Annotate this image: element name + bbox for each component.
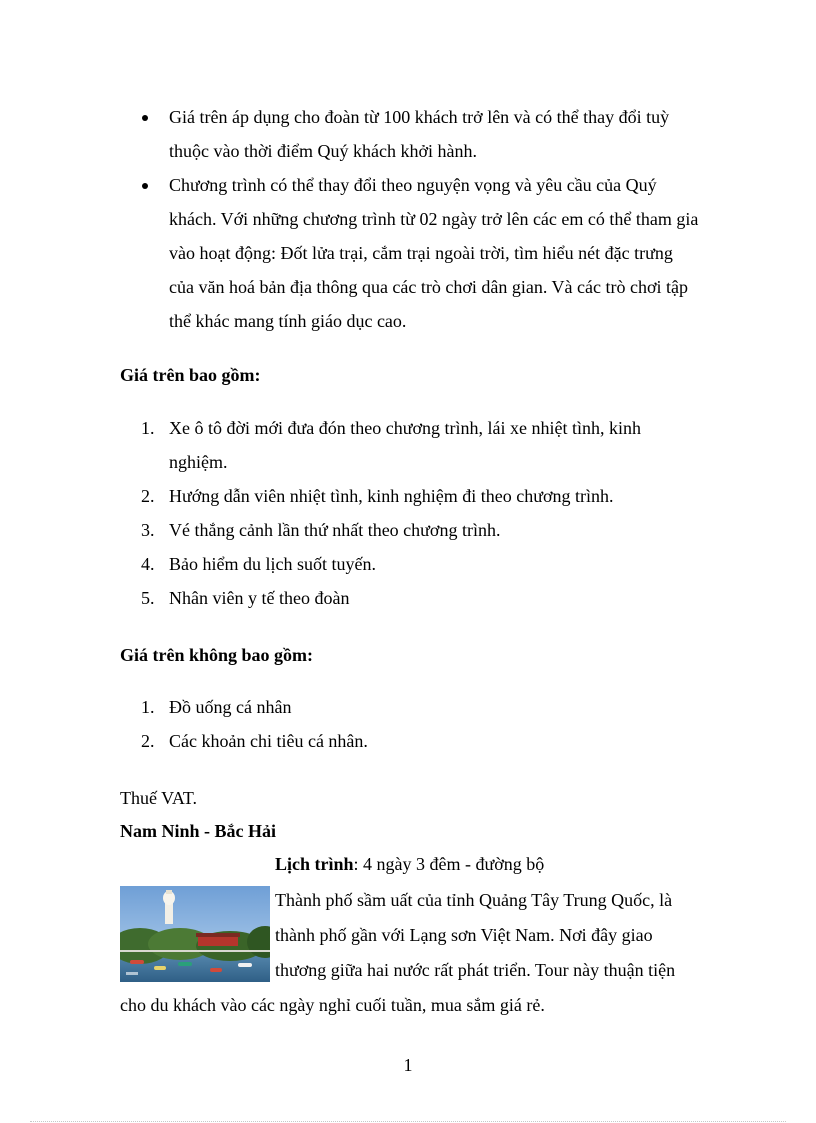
vat-note: Thuế VAT.: [120, 788, 198, 808]
page-border: [30, 1121, 786, 1122]
itinerary-value: : 4 ngày 3 đêm - đường bộ: [353, 854, 545, 874]
list-item: 4. Bảo hiểm du lịch suốt tuyến.: [141, 554, 376, 574]
list-item: 5. Nhân viên y tế theo đoàn: [141, 588, 350, 608]
bullet-icon: [142, 183, 148, 189]
note-item: Giá trên áp dụng cho đoàn từ 100 khách trở lên và có thể thay đổi tuỳ thuộc vào thời điểm Quý khách khởi hành.: [141, 100, 701, 168]
included-list: [141, 411, 701, 615]
list-item: 1. Đồ uống cá nhân: [141, 697, 292, 717]
notes-list: [141, 100, 701, 338]
list-item: 3. Vé thắng cảnh lần thứ nhất theo chương trình.: [141, 520, 501, 540]
tour-photo: [120, 886, 270, 982]
included-heading: Giá trên bao gồm:: [120, 365, 261, 385]
itinerary-line: [275, 852, 544, 876]
itinerary-label: Lịch trình: [275, 854, 354, 874]
list-item: 2. Hướng dẫn viên nhiệt tình, kinh nghiệm đi theo chương trình.: [141, 486, 614, 506]
lake-pagoda-image: [120, 886, 270, 982]
note-item: Chương trình có thể thay đổi theo nguyện vọng và yêu cầu của Quý khách. Với những chương trình từ 02 ngày trở lên các em có thể tham gia vào hoạt động: Đốt lửa trại, cắm trại ngoài trời, tìm hiểu nét đặc trưng của văn hoá bản địa thông qua các trò chơi dân gian. Và các trò chơi tập thể khác mang tính giáo dục cao.: [141, 168, 701, 338]
excluded-list: [141, 690, 701, 758]
tour-description: Thành phố sầm uất của tỉnh Quảng Tây Trung Quốc, là thành phố gần với Lạng sơn Việt Nam. Nơi đây giao thương giữa hai nước rất phát triển. Tour này thuận tiện cho du khách vào các ngày nghỉ cuối tuần, mua sắm giá rẻ.: [120, 890, 676, 1015]
list-item: 1. Xe ô tô đời mới đưa đón theo chương trình, lái xe nhiệt tình, kinh nghiệm.: [141, 418, 641, 472]
tour-title: Nam Ninh - Bắc Hải: [120, 821, 277, 841]
bullet-icon: [142, 115, 148, 121]
list-item: 2. Các khoản chi tiêu cá nhân.: [141, 731, 368, 751]
page-number: 1: [403, 1055, 413, 1075]
excluded-heading: Giá trên không bao gồm:: [120, 645, 314, 665]
